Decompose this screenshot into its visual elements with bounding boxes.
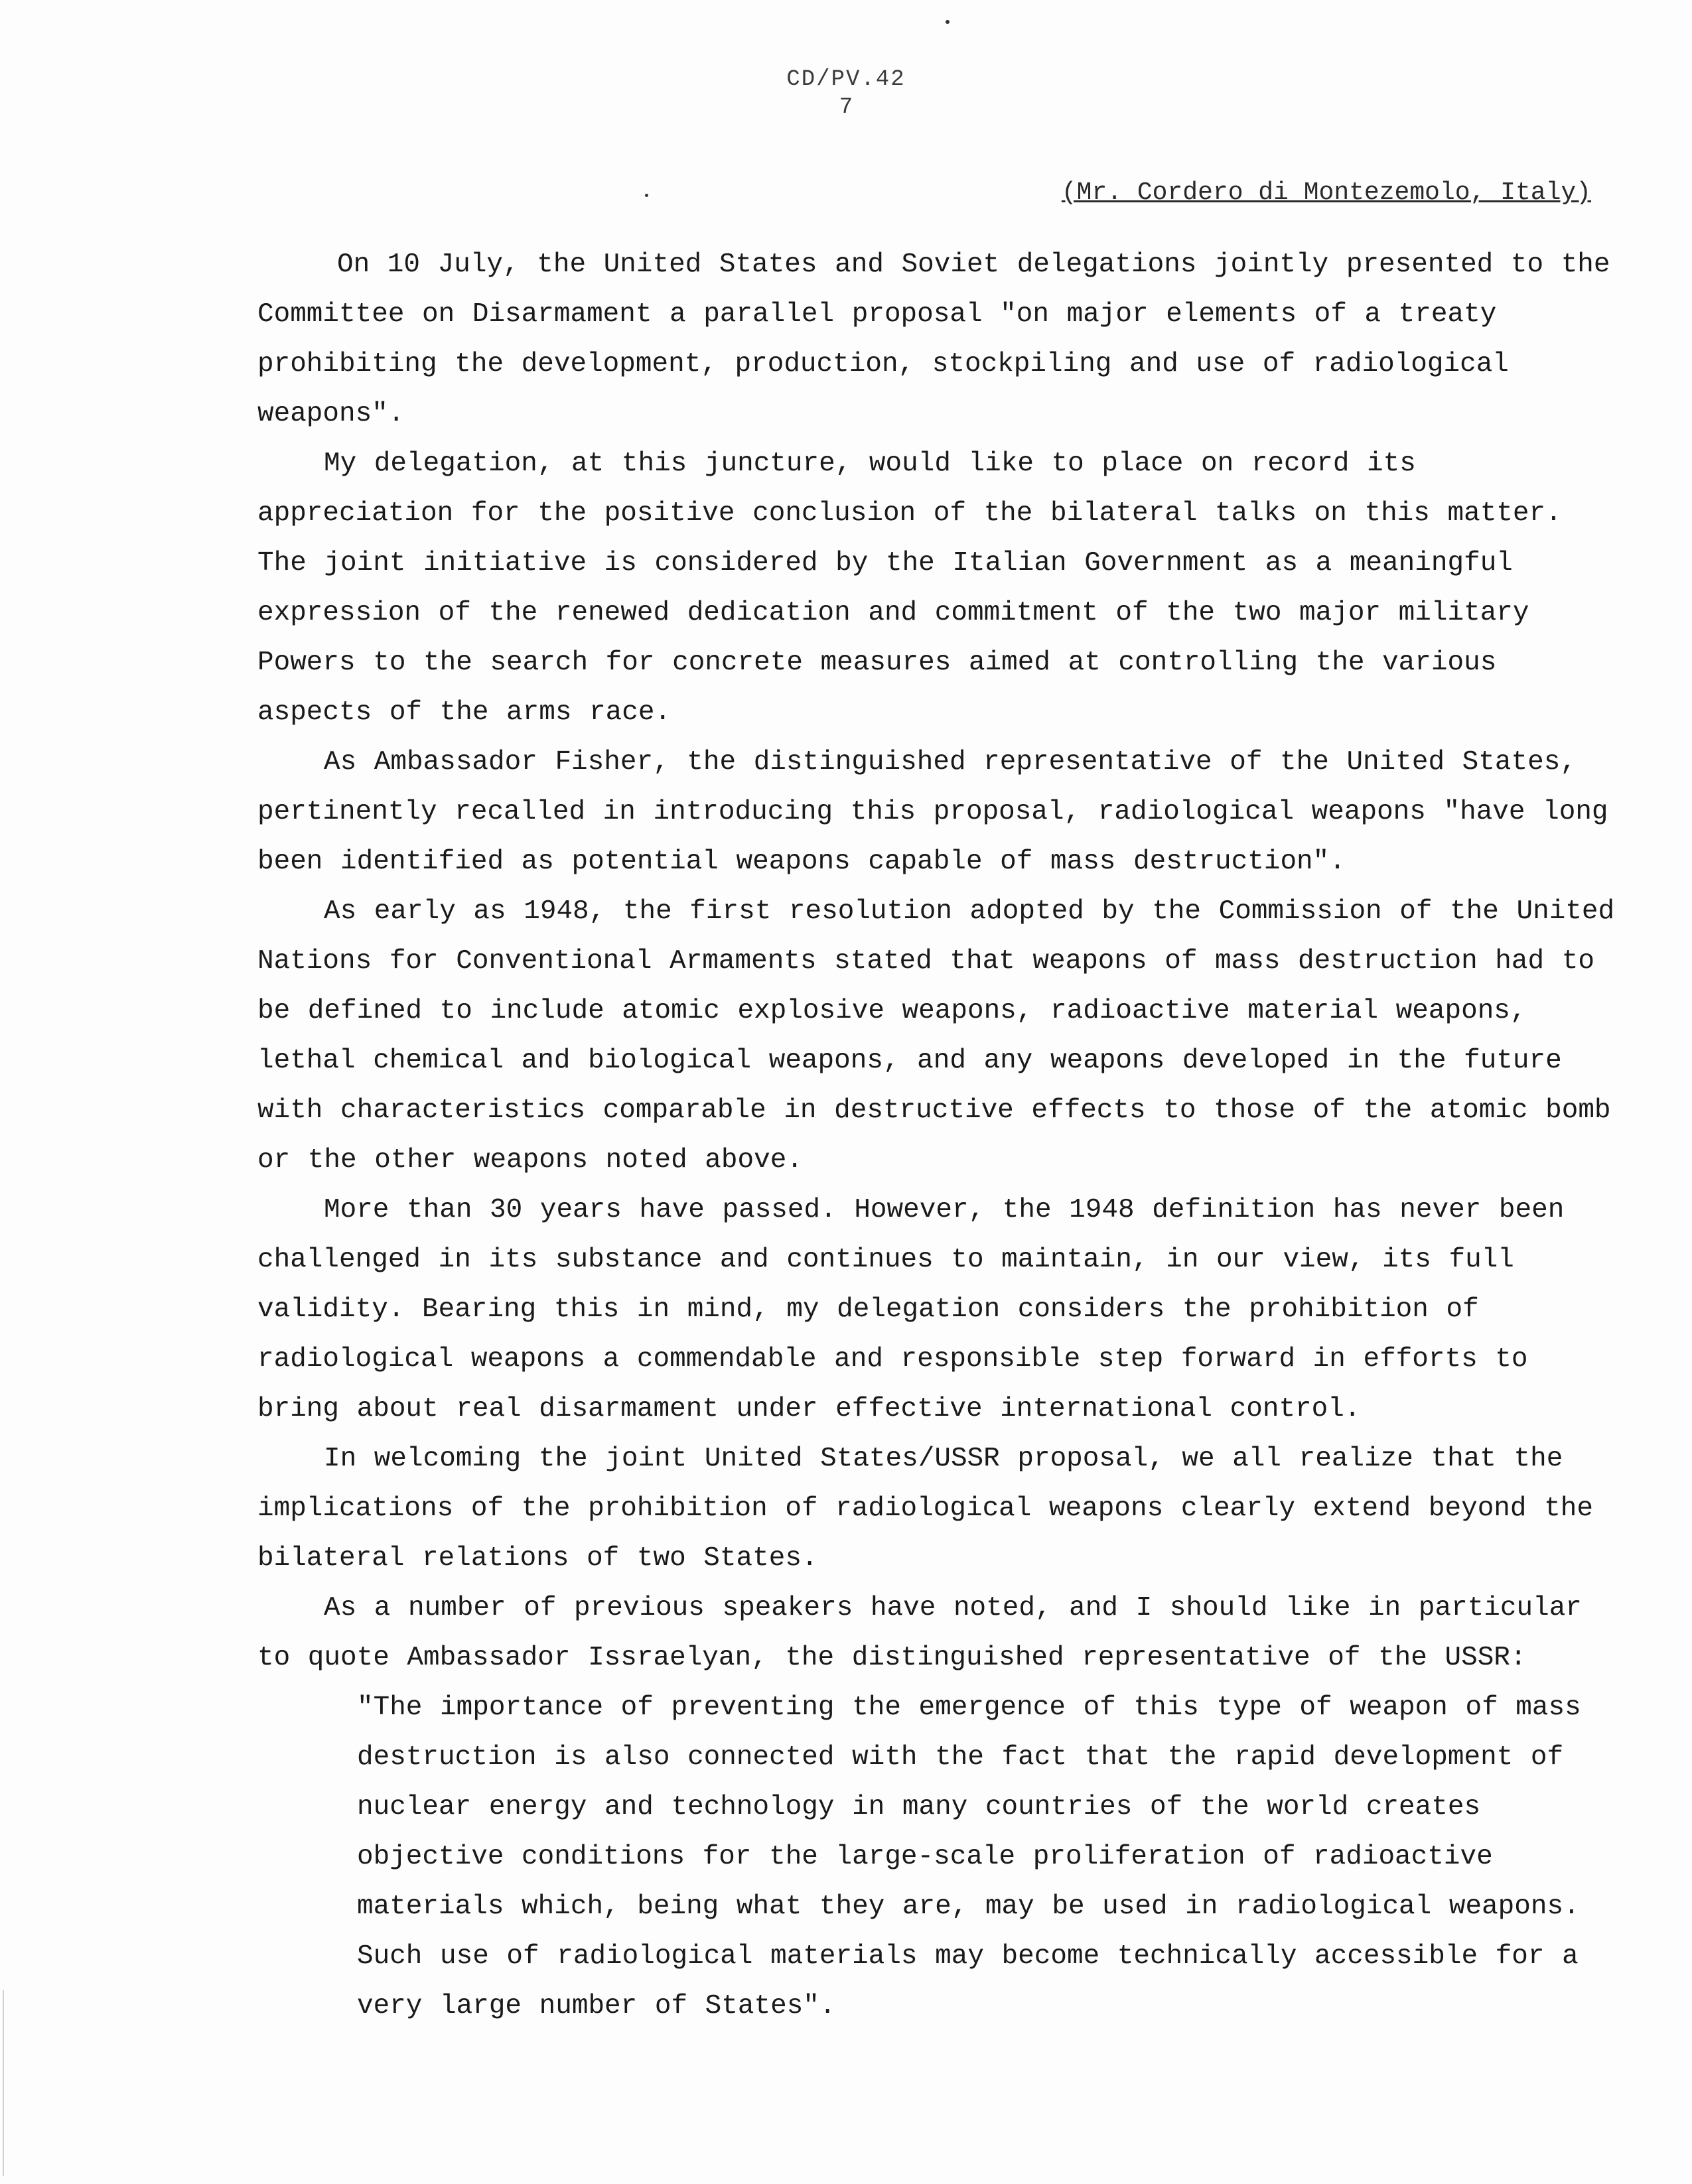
paragraph-4: As early as 1948, the first resolution adopted by the Commission of the United Nations for Conventional Armaments stated that weapons of mass destruction had to be defined to include atomic explosive weapons, radioactive material weapons, lethal chemical and biological weapons, and any weapons developed in the future with characteristics comparable in destructive effects to those of the atomic bomb or the other weapons noted above. xyxy=(257,896,1615,1176)
scan-speck xyxy=(645,194,648,197)
paragraph-7: As a number of previous speakers have noted, and I should like in particular to quote Ambassador Issraelyan, the distinguished representative of the USSR: xyxy=(257,1593,1582,1673)
paragraph-3: As Ambassador Fisher, the distinguished representative of the United States, pertinently recalled in introducing this proposal, radiological weapons "have long been identified as potential weapons capable of mass destruction". xyxy=(257,747,1608,877)
speech-body xyxy=(257,240,1624,2031)
block-quote: "The importance of preventing the emergence of this type of weapon of mass destruction is also connected with the fact that the rapid development of nuclear energy and technology in many countries of the world creates objective conditions for the large-scale proliferation of radioactive materials which, being what they are, may be used in radiological weapons. Such use of radiological materials may become technically accessible for a very large number of States". xyxy=(357,1692,1581,2021)
document-reference: CD/PV.42 xyxy=(786,67,906,92)
scan-speck xyxy=(946,20,950,24)
scan-edge-line xyxy=(3,1990,4,2176)
speaker-name: (Mr. Cordero di Montezemolo, Italy) xyxy=(1061,178,1591,207)
page-number: 7 xyxy=(839,95,853,120)
paragraph-5: More than 30 years have passed. However, the 1948 definition has never been challenged in its substance and continues to maintain, in our view, its full validity. Bearing this in mind, my delegation considers the prohibition of radiological weapons a commendable and responsible step forward in efforts to bring about real disarmament under effective international control. xyxy=(257,1195,1565,1424)
paragraph-6: In welcoming the joint United States/USSR proposal, we all realize that the implications of the prohibition of radiological weapons clearly extend beyond the bilateral relations of two States. xyxy=(257,1444,1593,1574)
speaker-attribution xyxy=(1062,178,1591,208)
paragraph-2: My delegation, at this juncture, would like to place on record its appreciation for the positive conclusion of the bilateral talks on this matter. The joint initiative is considered by the Italian Government as a meaningful expression of the renewed dedication and commitment of the two major military Powers to the search for concrete measures aimed at controlling the various aspects of the arms race. xyxy=(257,448,1562,728)
paragraph-1: On 10 July, the United States and Soviet delegations jointly presented to the Committee on Disarmament a parallel proposal "on major elements of a treaty prohibiting the development, production, stockpiling and use of radiological weapons". xyxy=(257,249,1610,429)
